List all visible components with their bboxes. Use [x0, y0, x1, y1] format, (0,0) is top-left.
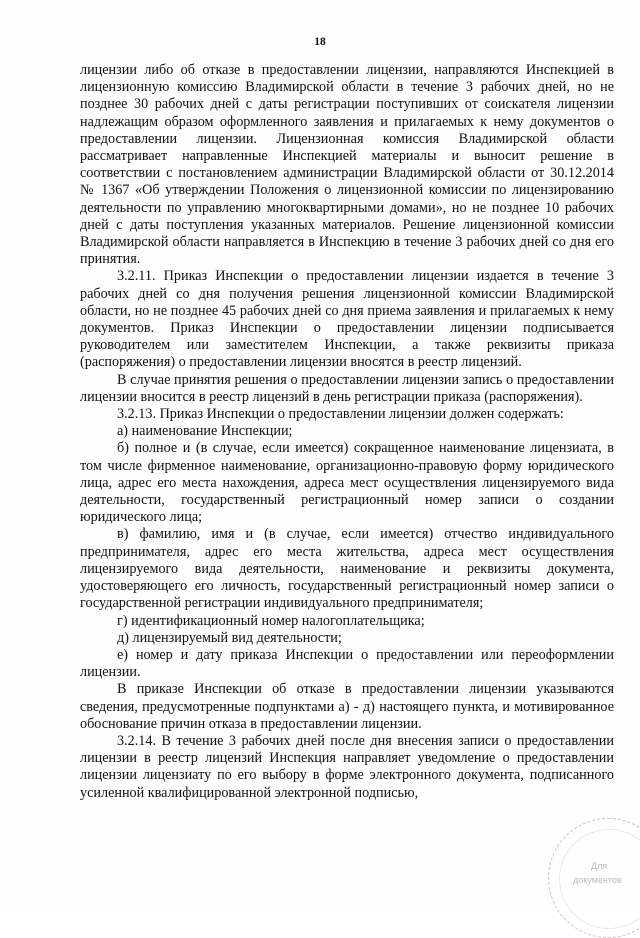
page-number: 18 [314, 36, 326, 48]
stamp-seal [548, 818, 640, 938]
paragraph: 3.2.11. Приказ Инспекции о предоставлении лицензии издается в течение 3 рабочих дней со дня получения решения лицензионной комиссии Владимирской области, но не позднее 45 рабочих дней со дня приема заявления и прилагаемых к нему документов. Приказ Инспекции о предоставлении лицензии подписывается руководителем или заместителем Инспекции, а также реквизиты приказа (распоряжения) о предоставлении лицензии вносятся в реестр лицензий. [80, 268, 614, 371]
stamp-text: документов [573, 875, 622, 885]
list-item: г) идентификационный номер налогоплательщика; [117, 612, 425, 629]
paragraph: лицензии либо об отказе в предоставлении лицензии, направляются Инспекцией в лицензионную комиссию Владимирской области в течение 3 рабочих дней, но не позднее 30 рабочих дней с даты регистрации поступивших от соискателя лицензии надлежащим образом оформленного заявления и прилагаемых к нему документов о предоставлении лицензии. Лицензионная комиссия Владимирской области рассматривает направленные Инспекцией материалы и выносит решение в соответствии с постановлением администрации Владимирской области от 30.12.2014 № 1367 «Об утверждении Положения о лицензионной комиссии по лицензированию деятельности по управлению многоквартирными домами», но не позднее 10 рабочих дней с даты поступления указанных материалов. Решение лицензионной комиссии Владимирской области направляется в Инспекцию в течение 3 рабочих дней со дня его принятия. [80, 62, 614, 268]
list-item: д) лицензируемый вид деятельности; [117, 629, 342, 646]
stamp-text: Для [591, 861, 608, 871]
list-item: в) фамилию, имя и (в случае, если имеется) отчество индивидуального предпринимателя, адрес его места жительства, адреса мест осуществления лицензируемого вида деятельности, наименование и реквизиты документа, удостоверяющего его личность, государственный регистрационный номер записи о государственной регистрации индивидуального предпринимателя; [80, 526, 614, 612]
document-body [80, 62, 614, 802]
paragraph: 3.2.14. В течение 3 рабочих дней после дня внесения записи о предоставлении лицензии в реестр лицензий Инспекция направляет уведомление о предоставлении лицензии лицензиату по его выбору в форме электронного документа, подписанного усиленной квалифицированной электронной подписью, [80, 732, 614, 801]
list-item: а) наименование Инспекции; [117, 423, 293, 440]
list-item: б) полное и (в случае, если имеется) сокращенное наименование лицензиата, в том числе фирменное наименование, организационно-правовую форму юридического лица, адрес его места нахождения, адреса мест осуществления лицензируемого вида деятельности, государственный регистрационный номер записи о создании юридического лица; [80, 440, 614, 526]
paragraph: 3.2.13. Приказ Инспекции о предоставлении лицензии должен содержать: [117, 406, 564, 423]
paragraph: В случае принятия решения о предоставлении лицензии запись о предоставлении лицензии вносится в реестр лицензий в день регистрации приказа (распоряжения). [80, 371, 614, 405]
list-item: е) номер и дату приказа Инспекции о предоставлении или переоформлении лицензии. [80, 646, 614, 681]
paragraph: В приказе Инспекции об отказе в предоставлении лицензии указываются сведения, предусмотренные подпунктами а) - д) настоящего пункта, и мотивированное обоснование причин отказа в предоставлении лицензии. [80, 681, 614, 732]
